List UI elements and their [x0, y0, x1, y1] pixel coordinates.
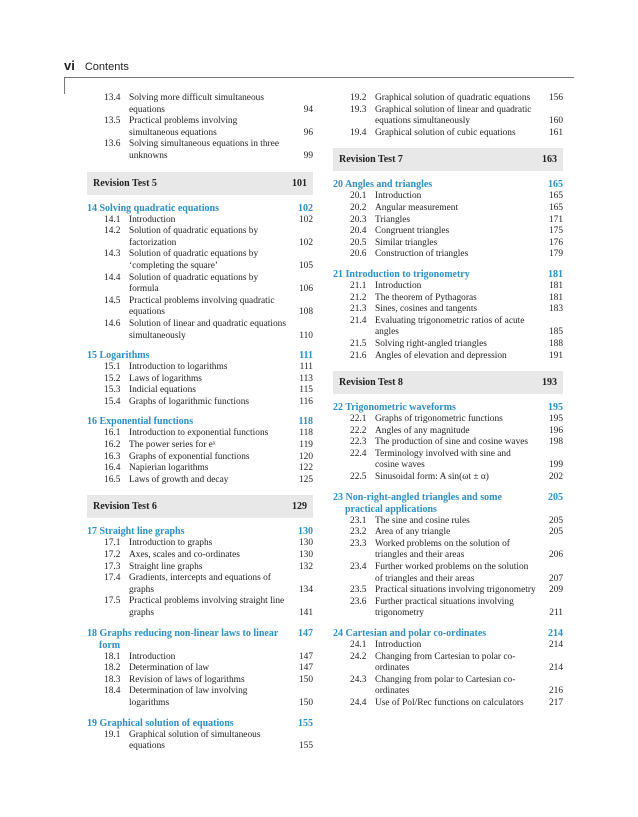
section-number: 13.6: [104, 139, 121, 150]
section-page: 125: [298, 474, 313, 485]
section-page: 130: [298, 550, 313, 561]
section-number: 15.3: [104, 385, 121, 396]
section-title: Graphs of exponential functions: [129, 451, 250, 462]
revision-test-label: Revision Test 7: [339, 154, 403, 166]
toc-item[interactable]: [87, 440, 313, 452]
section-number: 20.2: [350, 202, 367, 213]
section-page: 115: [299, 385, 313, 396]
toc-item[interactable]: [87, 385, 313, 397]
section-title: The theorem of Pythagoras: [375, 292, 477, 303]
section-number: 23.3: [350, 538, 367, 549]
section-number: 14.4: [104, 272, 121, 283]
section-title: Axes, scales and co-ordinates: [129, 550, 240, 561]
chapter-title: 15 Logarithms: [87, 350, 150, 362]
toc-item[interactable]: [87, 319, 313, 342]
toc-item[interactable]: [87, 562, 313, 574]
section-page: 185: [548, 327, 563, 338]
section-title: Graphs of trigonometric functions: [375, 414, 503, 425]
section-number: 18.2: [104, 663, 121, 674]
toc-continued-items: [333, 93, 563, 139]
section-page: 171: [548, 214, 563, 225]
toc-item[interactable]: [87, 93, 313, 116]
revision-test-page: 193: [542, 377, 557, 389]
section-title: The sine and cosine rules: [375, 515, 470, 526]
chapter-page: 205: [548, 491, 563, 503]
section-page: 130: [298, 538, 313, 549]
chapter-page: 111: [299, 350, 313, 362]
section-page: 113: [299, 373, 313, 384]
revision-test-label: Revision Test 5: [93, 177, 157, 189]
toc-item[interactable]: [87, 139, 313, 162]
section-page: 209: [548, 585, 563, 596]
section-title: Straight line graphs: [129, 561, 203, 572]
toc-right-column: [333, 93, 563, 710]
section-number: 15.1: [104, 362, 121, 373]
section-title: Further worked problems on the solution of triangles and their areas: [375, 562, 529, 584]
page-number: vi: [64, 58, 75, 73]
revision-test-entry[interactable]: [87, 495, 313, 518]
toc-item[interactable]: [333, 675, 563, 698]
chapter-heading[interactable]: [87, 628, 313, 652]
section-number: 14.5: [104, 295, 121, 306]
section-page: 150: [298, 674, 313, 685]
section-title: Evaluating trigonometric ratios of acute angles: [375, 315, 525, 338]
section-number: 21.4: [350, 315, 367, 326]
section-page: 155: [298, 741, 313, 752]
section-number: 19.1: [104, 729, 121, 740]
section-page: 99: [303, 150, 313, 161]
chapter-page: 118: [298, 416, 313, 428]
section-number: 20.5: [350, 237, 367, 248]
section-title: Sinusoidal form: A sin(ωt ± α): [375, 472, 489, 483]
chapter-title: 24 Cartesian and polar co-ordinates: [333, 628, 487, 639]
chapter-title: 21 Introduction to trigonometry: [333, 268, 470, 280]
section-title: Graphical solution of cubic equations: [375, 127, 516, 138]
section-title: Introduction to logarithms: [129, 362, 228, 373]
chapter-heading[interactable]: [87, 203, 313, 215]
toc-item[interactable]: [87, 675, 313, 687]
toc-item[interactable]: [333, 527, 563, 539]
section-title: The power series for eˣ: [129, 440, 216, 451]
section-title: Area of any triangle: [375, 527, 451, 538]
section-title: Determination of law involving logarithms: [129, 686, 248, 708]
toc-item[interactable]: [333, 215, 563, 227]
revision-test-entry[interactable]: [333, 148, 563, 171]
section-page: 122: [298, 463, 313, 474]
section-title: Terminology involved with sine and cosine waves: [375, 448, 511, 471]
section-title: Indicial equations: [129, 385, 196, 396]
section-page: 207: [548, 573, 563, 584]
section-number: 20.1: [350, 191, 367, 202]
section-page: 202: [548, 472, 563, 483]
toc-item[interactable]: [87, 452, 313, 464]
section-number: 18.1: [104, 651, 121, 662]
toc-item[interactable]: [333, 351, 563, 363]
toc-item[interactable]: [87, 226, 313, 249]
section-number: 23.6: [350, 596, 367, 607]
chapter-page: 195: [548, 402, 563, 414]
toc-item[interactable]: [333, 293, 563, 305]
toc-chapter: [87, 416, 313, 486]
section-page: 132: [298, 561, 313, 572]
section-number: 17.3: [104, 561, 121, 572]
page-title: Contents: [84, 61, 129, 73]
section-number: 19.4: [350, 127, 367, 138]
section-title: Use of Pol/Rec functions on calculators: [375, 697, 524, 708]
chapter-page: 181: [548, 268, 563, 280]
section-page: 161: [548, 127, 563, 138]
section-number: 14.6: [104, 318, 121, 329]
section-number: 22.2: [350, 425, 367, 436]
section-number: 24.1: [350, 640, 367, 650]
section-title: Introduction: [375, 191, 422, 202]
section-title: Introduction: [375, 280, 422, 291]
toc-item[interactable]: [333, 414, 563, 426]
section-title: Angular measurement: [375, 202, 459, 213]
toc-item[interactable]: [333, 472, 563, 484]
toc-item[interactable]: [87, 249, 313, 272]
revision-test-label: Revision Test 6: [93, 501, 157, 513]
toc-left-column: [87, 93, 313, 753]
toc-item[interactable]: [87, 538, 313, 550]
chapter-heading[interactable]: [333, 402, 563, 414]
toc-item[interactable]: [87, 730, 313, 753]
section-number: 17.5: [104, 596, 121, 607]
section-number: 16.4: [104, 463, 121, 474]
section-page: 96: [303, 127, 313, 138]
toc-item[interactable]: [87, 215, 313, 227]
section-title: Practical problems involving simultaneous equations: [129, 116, 238, 138]
chapter-heading[interactable]: [333, 628, 563, 640]
chapter-title: 20 Angles and triangles: [333, 179, 433, 191]
section-title: Introduction to exponential functions: [129, 428, 269, 439]
toc-item[interactable]: [333, 426, 563, 438]
section-page: 165: [548, 191, 563, 202]
section-number: 16.3: [104, 451, 121, 462]
chapter-title: 19 Graphical solution of equations: [87, 717, 234, 729]
chapter-page: 214: [548, 628, 563, 639]
toc-item[interactable]: [87, 550, 313, 562]
section-number: 22.4: [350, 448, 367, 459]
section-number: 21.5: [350, 338, 367, 349]
toc-chapter: [87, 526, 313, 619]
section-title: Practical problems involving straight line graphs: [129, 596, 285, 618]
section-title: Similar triangles: [375, 237, 438, 248]
toc-item[interactable]: [333, 585, 563, 597]
section-page: 176: [548, 237, 563, 248]
toc-chapter: [333, 179, 563, 261]
section-number: 19.2: [350, 93, 367, 103]
revision-test-entry[interactable]: [87, 172, 313, 195]
section-number: 21.2: [350, 292, 367, 303]
section-title: Changing from Cartesian to polar co-ordinates: [375, 651, 516, 674]
section-title: Graphical solution of quadratic equations: [375, 93, 531, 103]
section-page: 205: [548, 515, 563, 526]
section-page: 188: [548, 338, 563, 349]
section-page: 206: [548, 550, 563, 561]
section-number: 22.3: [350, 437, 367, 448]
toc-item[interactable]: [333, 339, 563, 351]
toc-item[interactable]: [333, 304, 563, 316]
chapter-heading[interactable]: [333, 179, 563, 191]
section-page: 147: [298, 663, 313, 674]
chapter-heading[interactable]: [87, 350, 313, 362]
section-title: Solution of quadratic equations by factorization: [129, 226, 259, 248]
toc-chapter: [87, 203, 313, 343]
toc-item[interactable]: [333, 249, 563, 261]
chapter-title: 17 Straight line graphs: [87, 526, 185, 538]
toc-item[interactable]: [87, 686, 313, 709]
section-page: 191: [548, 350, 563, 361]
section-title: Determination of law: [129, 663, 210, 674]
section-title: Introduction: [129, 651, 176, 662]
section-number: 20.3: [350, 214, 367, 225]
section-number: 14.2: [104, 226, 121, 237]
section-number: 24.2: [350, 651, 367, 662]
toc-item[interactable]: [333, 203, 563, 215]
header-corner-line: [64, 77, 65, 94]
section-title: Angles of any magnitude: [375, 425, 470, 436]
toc-item[interactable]: [87, 652, 313, 664]
section-title: Angles of elevation and depression: [375, 350, 507, 361]
section-title: Gradients, intercepts and equations of graphs: [129, 573, 271, 595]
section-title: Laws of logarithms: [129, 373, 202, 384]
section-number: 23.2: [350, 527, 367, 538]
section-number: 15.4: [104, 396, 121, 407]
section-page: 141: [298, 608, 313, 618]
section-title: The production of sine and cosine waves: [375, 437, 529, 448]
toc-item[interactable]: [87, 428, 313, 440]
section-title: Napierian logarithms: [129, 463, 209, 474]
section-page: 116: [299, 396, 313, 407]
chapter-heading[interactable]: [333, 269, 563, 281]
section-page: 165: [548, 202, 563, 213]
section-number: 15.2: [104, 373, 121, 384]
section-page: 199: [548, 460, 563, 471]
section-number: 13.4: [104, 93, 121, 103]
section-page: 108: [298, 307, 313, 318]
section-page: 102: [298, 214, 313, 225]
section-page: 111: [299, 362, 313, 373]
section-number: 22.1: [350, 414, 367, 425]
toc-item[interactable]: [87, 475, 313, 487]
section-number: 13.5: [104, 116, 121, 127]
chapter-title: 23 Non-right-angled triangles and some practical applications: [333, 491, 502, 515]
section-number: 23.4: [350, 562, 367, 573]
section-page: 160: [548, 116, 563, 127]
toc-item[interactable]: [333, 449, 563, 472]
section-title: Introduction to graphs: [129, 538, 213, 549]
section-number: 14.1: [104, 214, 121, 225]
toc-chapter: [333, 269, 563, 362]
section-title: Triangles: [375, 214, 411, 225]
toc-item[interactable]: [333, 105, 563, 128]
toc-item[interactable]: [87, 273, 313, 296]
section-page: 106: [298, 284, 313, 295]
chapter-page: 130: [298, 526, 313, 538]
section-page: 214: [548, 640, 563, 650]
section-page: 120: [298, 451, 313, 462]
section-page: 181: [548, 292, 563, 303]
section-page: 94: [303, 104, 313, 115]
section-page: 183: [548, 304, 563, 315]
section-title: Construction of triangles: [375, 249, 469, 260]
section-title: Practical problems involving quadratic equations: [129, 295, 275, 318]
revision-test-entry[interactable]: [333, 371, 563, 394]
toc-item[interactable]: [333, 226, 563, 238]
chapter-page: 102: [298, 202, 313, 214]
chapter-heading[interactable]: [333, 492, 563, 516]
section-title: Practical situations involving trigonometry: [375, 585, 536, 596]
toc-item[interactable]: [87, 362, 313, 374]
section-title: Solution of quadratic equations by ‘completing the square’: [129, 249, 259, 271]
section-title: Worked problems on the solution of triangles and their areas: [375, 538, 510, 561]
toc-item[interactable]: [333, 640, 563, 652]
toc-item[interactable]: [333, 281, 563, 293]
section-page: 147: [298, 651, 313, 662]
section-title: Graphs of logarithmic functions: [129, 396, 250, 407]
chapter-heading[interactable]: [87, 718, 313, 730]
toc-item[interactable]: [87, 463, 313, 475]
section-number: 16.1: [104, 428, 121, 439]
section-title: Solving simultaneous equations in three unknowns: [129, 139, 279, 161]
section-number: 20.4: [350, 226, 367, 237]
section-number: 21.1: [350, 280, 367, 291]
revision-test-page: 101: [292, 177, 307, 189]
toc-item[interactable]: [87, 663, 313, 675]
toc-item[interactable]: [333, 698, 563, 710]
section-page: 119: [299, 440, 313, 451]
section-title: Changing from polar to Cartesian co-ordinates: [375, 674, 516, 697]
section-number: 23.5: [350, 585, 367, 596]
toc-chapter: [87, 350, 313, 408]
section-title: Solving right-angled triangles: [375, 338, 487, 349]
toc-item[interactable]: [87, 596, 313, 619]
toc-item[interactable]: [333, 316, 563, 339]
toc-item[interactable]: [333, 191, 563, 203]
section-page: 214: [548, 663, 563, 674]
section-title: Graphical solution of simultaneous equations: [129, 729, 261, 752]
section-number: 21.3: [350, 304, 367, 315]
section-page: 150: [298, 697, 313, 708]
section-number: 17.2: [104, 550, 121, 561]
section-page: 156: [548, 93, 563, 103]
chapter-page: 165: [548, 179, 563, 191]
toc-item[interactable]: [333, 539, 563, 562]
toc-chapter: [333, 402, 563, 484]
toc-chapter: [333, 492, 563, 620]
toc-item[interactable]: [333, 128, 563, 140]
section-number: 14.3: [104, 249, 121, 260]
section-page: 195: [548, 414, 563, 425]
section-page: 216: [548, 686, 563, 697]
section-number: 24.4: [350, 697, 367, 708]
section-page: 105: [298, 260, 313, 271]
chapter-page: 155: [298, 717, 313, 729]
toc-item[interactable]: [333, 562, 563, 585]
chapter-title: 22 Trigonometric waveforms: [333, 402, 456, 414]
toc-item[interactable]: [333, 238, 563, 250]
section-page: 181: [548, 280, 563, 291]
section-title: Introduction: [129, 214, 176, 225]
toc-item[interactable]: [333, 437, 563, 449]
toc-chapter: [333, 628, 563, 710]
chapter-title: 14 Solving quadratic equations: [87, 202, 219, 214]
section-title: Graphical solution of linear and quadratic equations simultaneously: [375, 104, 532, 127]
toc-chapter: [87, 628, 313, 710]
section-title: Laws of growth and decay: [129, 474, 229, 485]
section-title: Congruent triangles: [375, 226, 450, 237]
section-page: 196: [548, 425, 563, 436]
revision-test-page: 129: [292, 501, 307, 513]
section-number: 17.1: [104, 538, 121, 549]
toc-continued-items: [87, 93, 313, 163]
revision-test-label: Revision Test 8: [339, 377, 403, 389]
section-number: 16.2: [104, 440, 121, 451]
toc-item[interactable]: [333, 597, 563, 620]
section-number: 18.3: [104, 674, 121, 685]
section-title: Introduction: [375, 640, 422, 650]
section-number: 24.3: [350, 674, 367, 685]
toc-item[interactable]: [333, 652, 563, 675]
section-number: 23.1: [350, 515, 367, 526]
section-page: 217: [548, 697, 563, 708]
toc-item[interactable]: [333, 516, 563, 528]
chapter-page: 147: [298, 627, 313, 639]
chapter-title: 16 Exponential functions: [87, 416, 194, 428]
toc-item[interactable]: [87, 573, 313, 596]
section-title: Revision of laws of logarithms: [129, 674, 245, 685]
section-title: Further practical situations involving trigonometry: [375, 596, 514, 619]
section-page: 205: [548, 527, 563, 538]
toc-item[interactable]: [333, 93, 563, 105]
section-title: Solution of linear and quadratic equations simultaneously: [129, 318, 286, 341]
section-page: 175: [548, 226, 563, 237]
toc-item[interactable]: [87, 374, 313, 386]
section-page: 110: [299, 330, 313, 341]
section-number: 18.4: [104, 686, 121, 697]
toc-item[interactable]: [87, 116, 313, 139]
section-number: 19.3: [350, 104, 367, 115]
section-title: Solution of quadratic equations by formula: [129, 272, 259, 295]
section-page: 211: [549, 608, 563, 619]
section-number: 22.5: [350, 472, 367, 483]
section-number: 20.6: [350, 249, 367, 260]
header-rule: [64, 77, 574, 78]
chapter-heading[interactable]: [87, 526, 313, 538]
section-number: 16.5: [104, 474, 121, 485]
section-title: Solving more difficult simultaneous equations: [129, 93, 264, 115]
section-page: 134: [298, 584, 313, 595]
toc-chapter: [87, 718, 313, 753]
chapter-heading[interactable]: [87, 416, 313, 428]
page-header: [64, 58, 129, 74]
revision-test-page: 163: [542, 154, 557, 166]
section-number: 17.4: [104, 573, 121, 584]
toc-item[interactable]: [87, 296, 313, 319]
section-page: 118: [299, 428, 313, 439]
section-page: 179: [548, 249, 563, 260]
toc-item[interactable]: [87, 397, 313, 409]
section-number: 21.6: [350, 350, 367, 361]
section-page: 198: [548, 437, 563, 448]
chapter-title: 18 Graphs reducing non-linear laws to linear form: [87, 627, 279, 651]
section-title: Sines, cosines and tangents: [375, 304, 478, 315]
section-page: 102: [298, 237, 313, 248]
